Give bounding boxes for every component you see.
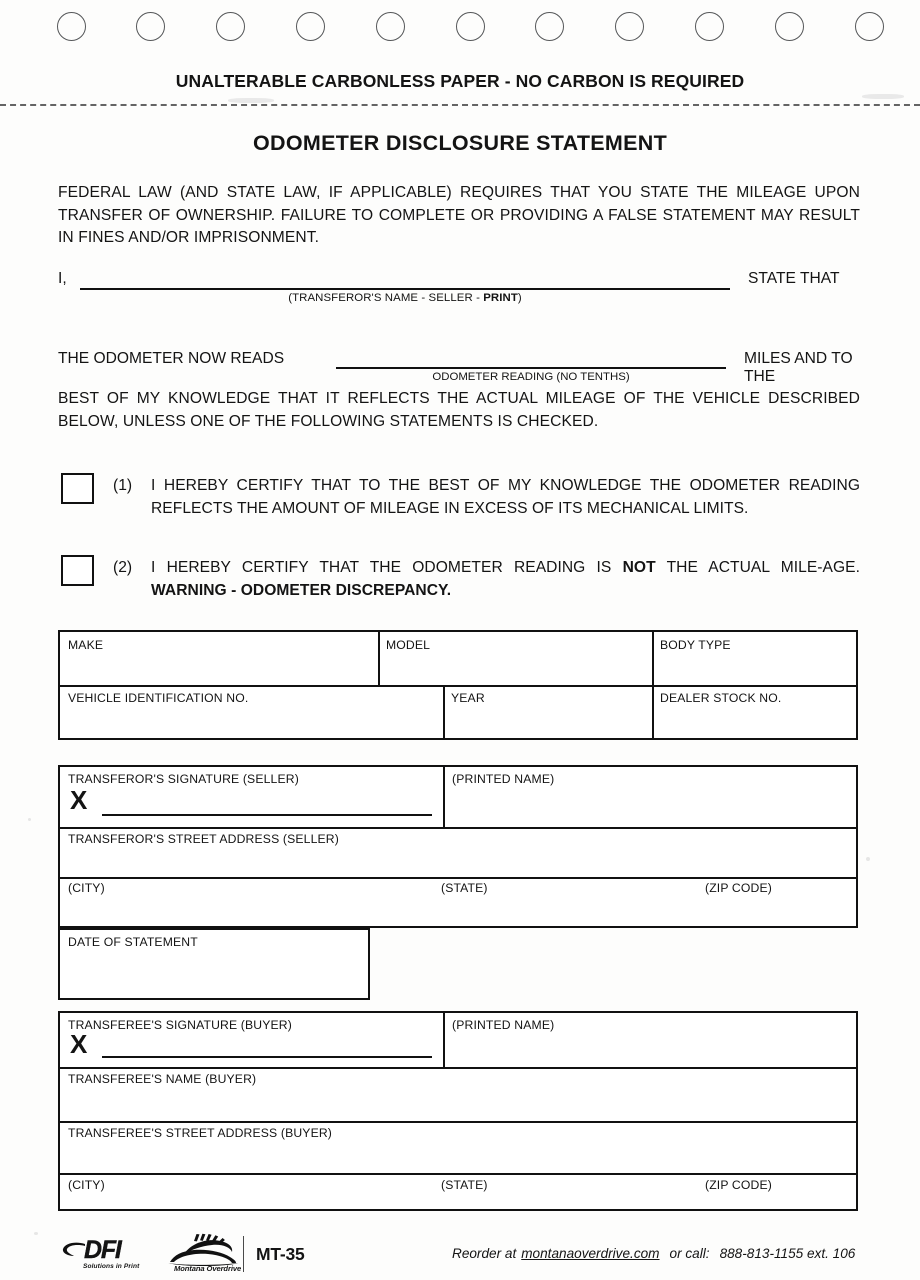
statement-2-checkbox[interactable]: [61, 555, 94, 586]
federal-law-notice: FEDERAL LAW (AND STATE LAW, IF APPLICABLE) REQUIRES THAT YOU STATE THE MILEAGE UPON TRANSFER OF OWNERSHIP. FAILURE TO COMPLETE OR PROVIDING A FALSE STATEMENT MAY RESULT IN FINES AND/OR IMPRISONMENT.: [58, 184, 860, 246]
vehicle-info-table: [58, 630, 858, 740]
transferor-section: [58, 765, 858, 928]
dfi-swoosh-icon: [62, 1242, 86, 1258]
transferor-name-caption-close: ): [517, 292, 522, 304]
field-label-transferor-zip: (ZIP CODE): [705, 881, 772, 895]
footer-divider: [243, 1236, 244, 1272]
statement-2-bold-warning: WARNING - ODOMETER DISCREPANCY.: [151, 581, 452, 599]
transferor-divider-signature-address: [58, 827, 858, 829]
input-transferee-name[interactable]: [62, 1089, 854, 1119]
punch-hole: [216, 12, 245, 41]
statement-2-bold-not: NOT: [622, 559, 656, 576]
field-label-transferor-printed-name: (PRINTED NAME): [452, 772, 555, 786]
odometer-reading-caption: ODOMETER READING (NO TENTHS): [432, 371, 630, 383]
vehicle-table-divider-make-model: [378, 630, 380, 685]
dfi-wordmark: DFI: [84, 1236, 121, 1264]
punch-hole: [615, 12, 644, 41]
statement-1-checkbox[interactable]: [61, 473, 94, 504]
statement-2-text-mid: THE ACTUAL MILE-AGE.: [655, 559, 861, 576]
page-footer: [0, 1232, 920, 1280]
date-of-statement-section: [58, 928, 370, 1000]
state-that-label: STATE THAT: [748, 270, 840, 287]
input-transferee-zip[interactable]: [702, 1195, 854, 1209]
input-transferee-street-address[interactable]: [62, 1143, 854, 1171]
odometer-suffix-label: MILES AND TO THE: [744, 350, 853, 385]
input-transferee-signature[interactable]: [102, 1056, 432, 1058]
input-transferor-signature[interactable]: [102, 814, 432, 816]
input-transferor-city[interactable]: [62, 899, 434, 926]
form-code-label: MT-35: [256, 1244, 305, 1264]
field-label-transferee-street-address: TRANSFEREE'S STREET ADDRESS (BUYER): [68, 1126, 333, 1140]
punch-hole: [855, 12, 884, 41]
transferee-divider-address-city: [58, 1173, 858, 1175]
punch-hole: [695, 12, 724, 41]
statement-1-number: (1): [113, 477, 133, 494]
scan-speckle: [28, 818, 31, 821]
field-label-transferee-state: (STATE): [441, 1178, 488, 1192]
field-label-transferee-name: TRANSFEREE'S NAME (BUYER): [68, 1072, 257, 1086]
field-label-transferor-street-address: TRANSFEROR'S STREET ADDRESS (SELLER): [68, 832, 339, 846]
scan-smudge: [862, 94, 904, 99]
punch-hole: [136, 12, 165, 41]
field-label-transferee-signature: TRANSFEREE'S SIGNATURE (BUYER): [68, 1018, 292, 1032]
best-of-knowledge-text: BEST OF MY KNOWLEDGE THAT IT REFLECTS THE ACTUAL MILEAGE OF THE VEHICLE DESCRIBED BELOW, UNLESS ONE OF THE FOLLOWING STATEMENTS IS CHECKED.: [58, 390, 860, 430]
punch-hole: [57, 12, 86, 41]
reorder-info: [452, 1246, 855, 1261]
input-transferor-zip[interactable]: [702, 899, 854, 926]
dfi-logo: [62, 1234, 162, 1274]
field-label-dealer-stock: DEALER STOCK NO.: [660, 691, 782, 705]
input-dealer-stock[interactable]: [656, 708, 854, 736]
input-transferee-city[interactable]: [62, 1195, 434, 1209]
i-label: I,: [58, 270, 67, 287]
vehicle-table-row-divider: [58, 685, 858, 687]
field-label-transferor-state: (STATE): [441, 881, 488, 895]
dfi-tagline: Solutions in Print: [83, 1263, 140, 1270]
transferor-name-input[interactable]: [80, 288, 730, 290]
vehicle-table-divider-model-bodytype: [652, 630, 654, 685]
transferor-name-line: [58, 268, 860, 308]
field-label-transferee-zip: (ZIP CODE): [705, 1178, 772, 1192]
odometer-reading-input[interactable]: [336, 367, 726, 369]
field-label-vin: VEHICLE IDENTIFICATION NO.: [68, 691, 249, 705]
transferee-section: [58, 1011, 858, 1211]
input-model[interactable]: [382, 654, 648, 682]
transferor-divider-address-city: [58, 877, 858, 879]
field-label-transferee-city: (CITY): [68, 1178, 105, 1192]
transferor-name-caption-bold: PRINT: [483, 292, 518, 304]
statement-2-number: (2): [113, 559, 133, 576]
input-body-type[interactable]: [656, 654, 854, 682]
odometer-reading-line: [58, 348, 860, 388]
signature-x-marker-seller: X: [70, 785, 88, 815]
reorder-prefix: Reorder at: [452, 1246, 517, 1261]
input-date-of-statement[interactable]: [62, 954, 366, 998]
page-title: ODOMETER DISCLOSURE STATEMENT: [252, 131, 668, 155]
input-transferee-state[interactable]: [438, 1195, 698, 1209]
field-label-date-of-statement: DATE OF STATEMENT: [68, 935, 198, 949]
punch-hole: [535, 12, 564, 41]
reorder-website-link[interactable]: montanaoverdrive.com: [521, 1246, 660, 1261]
statement-1-text: I HEREBY CERTIFY THAT TO THE BEST OF MY KNOWLEDGE THE ODOMETER READING REFLECTS THE AMOUNT OF MILEAGE IN EXCESS OF ITS MECHANICAL LIMITS.: [151, 477, 860, 517]
transferor-divider-signature-printedname: [443, 765, 445, 827]
reorder-middle: or call:: [669, 1246, 710, 1261]
punch-hole: [456, 12, 485, 41]
input-transferee-printed-name[interactable]: [448, 1035, 854, 1065]
perforation-line: [0, 104, 920, 108]
field-label-model: MODEL: [386, 638, 431, 652]
input-vin[interactable]: [62, 708, 439, 736]
punch-hole: [775, 12, 804, 41]
scan-smudge: [228, 98, 274, 103]
montana-overdrive-tagline: Montana Overdrive: [174, 1264, 242, 1273]
input-transferor-street-address[interactable]: [62, 849, 854, 875]
transferor-name-caption: [80, 292, 730, 304]
statement-2-text-before: I HEREBY CERTIFY THAT THE ODOMETER READING IS: [151, 559, 623, 576]
field-label-year: YEAR: [451, 691, 485, 705]
scan-speckle: [34, 1232, 38, 1235]
field-label-make: MAKE: [68, 638, 104, 652]
carbonless-paper-banner: UNALTERABLE CARBONLESS PAPER - NO CARBON IS REQUIRED: [175, 71, 745, 91]
input-make[interactable]: [62, 654, 374, 682]
punch-hole: [296, 12, 325, 41]
odometer-prefix-label: THE ODOMETER NOW READS: [58, 350, 285, 367]
signature-x-marker-buyer: X: [70, 1029, 88, 1059]
punch-hole: [376, 12, 405, 41]
transferee-divider-name-address: [58, 1121, 858, 1123]
field-label-transferee-printed-name: (PRINTED NAME): [452, 1018, 555, 1032]
input-transferor-printed-name[interactable]: [448, 789, 854, 823]
transferee-divider-signature-name: [58, 1067, 858, 1069]
field-label-transferor-signature: TRANSFEROR'S SIGNATURE (SELLER): [68, 772, 299, 786]
reorder-phone: 888-813-1155 ext. 106: [719, 1246, 856, 1261]
vehicle-table-divider-year-dealerstock: [652, 685, 654, 740]
punch-hole-row: [0, 0, 920, 58]
input-year[interactable]: [447, 708, 648, 736]
input-transferor-state[interactable]: [438, 899, 698, 926]
field-label-body-type: BODY TYPE: [660, 638, 731, 652]
field-label-transferor-city: (CITY): [68, 881, 105, 895]
transferor-name-caption-plain: (TRANSFEROR'S NAME - SELLER -: [288, 292, 484, 304]
scan-speckle: [866, 857, 870, 861]
vehicle-table-divider-vin-year: [443, 685, 445, 740]
statement-2-text: [151, 557, 860, 602]
transferee-divider-signature-printedname: [443, 1011, 445, 1067]
